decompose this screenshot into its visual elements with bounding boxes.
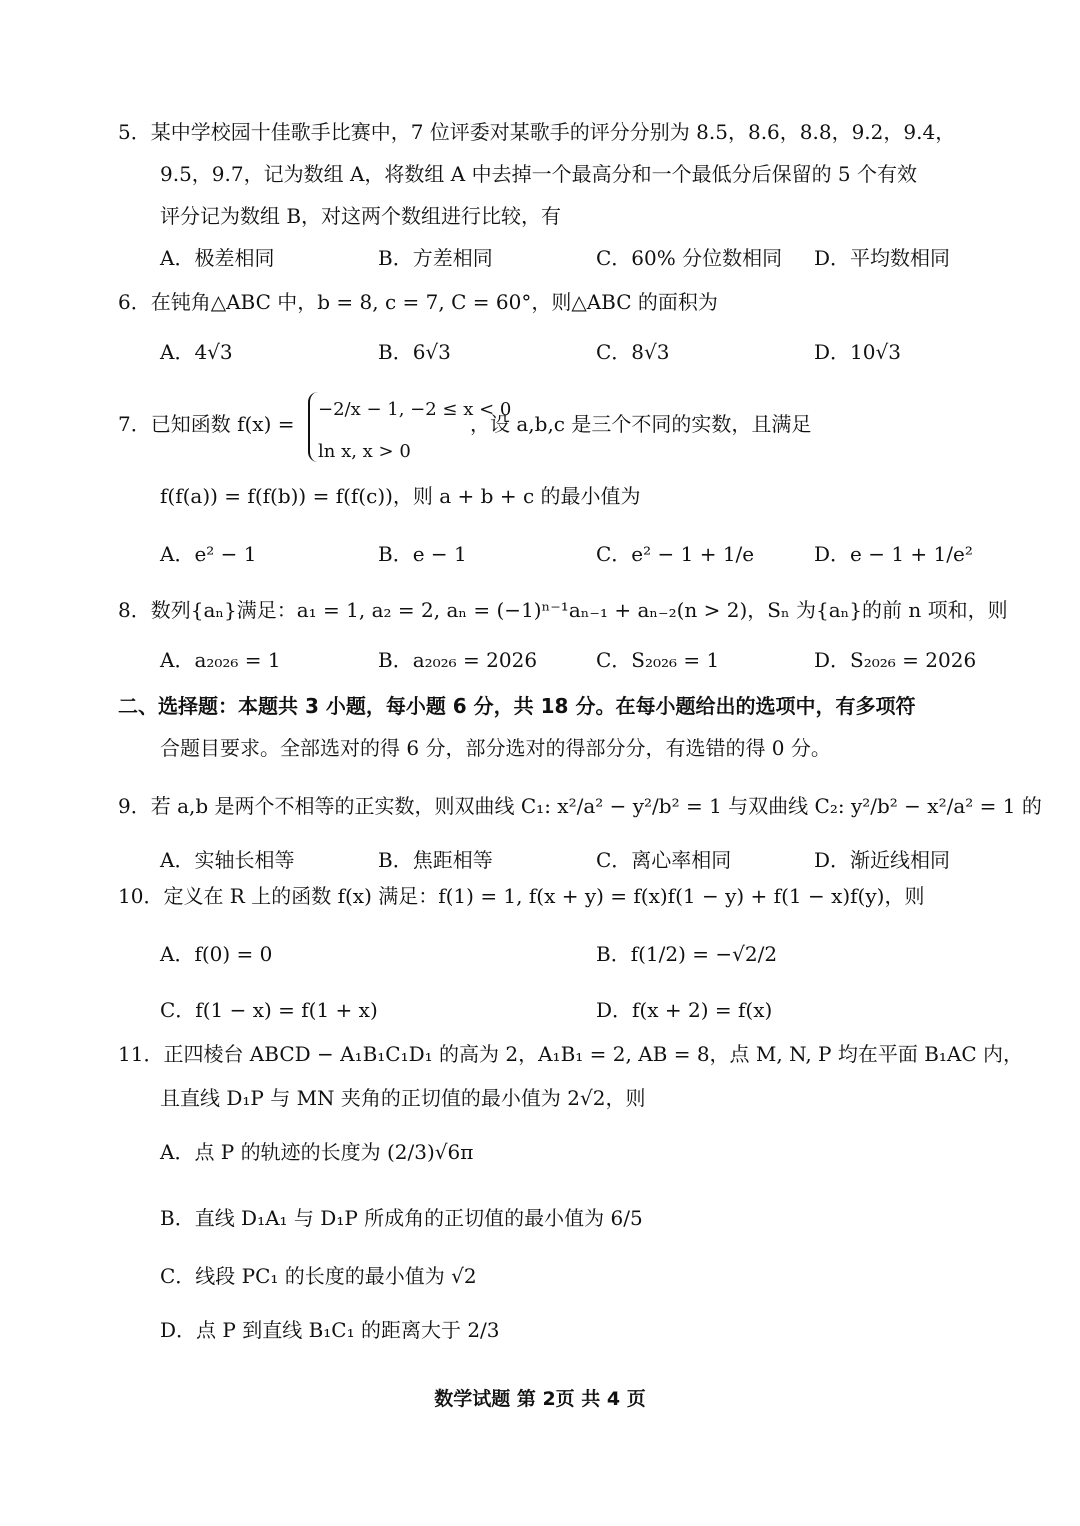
q11-line-1: 11．正四棱台 ABCD − A₁B₁C₁D₁ 的高为 2，A₁B₁ = 2, AB = 8，点 M, N, P 均在平面 B₁AC 内，: [118, 1042, 1024, 1066]
section-2-heading: 二、选择题：本题共 3 小题，每小题 6 分，共 18 分。在每小题给出的选项中，有多项符: [118, 694, 916, 718]
q7-prefix: 7．已知函数 f(x) =: [118, 412, 295, 436]
q6-option-c: C．8√3: [596, 340, 670, 364]
section-2-instructions: 合题目要求。全部选对的得 6 分，部分选对的得部分分，有选错的得 0 分。: [160, 736, 831, 760]
q6-option-b: B．6√3: [378, 340, 451, 364]
q7-case-1: −2/x − 1, −2 ≤ x < 0: [318, 399, 512, 420]
q8-line-1: 8．数列{aₙ}满足：a₁ = 1, a₂ = 2, aₙ = (−1)ⁿ⁻¹aₙ₋₁ + aₙ₋₂(n > 2)，Sₙ 为{aₙ}的前 n 项和，则: [118, 598, 1008, 622]
q6-option-a: A．4√3: [160, 340, 233, 364]
q11-option-d: D．点 P 到直线 B₁C₁ 的距离大于 2/3: [160, 1318, 500, 1342]
q7-option-d: D．e − 1 + 1/e²: [814, 542, 973, 566]
piecewise-brace: [308, 392, 318, 462]
q10-option-a: A．f(0) = 0: [160, 942, 273, 966]
q10-option-b: B．f(1/2) = −√2/2: [596, 942, 778, 966]
q8-option-b: B．a₂₀₂₆ = 2026: [378, 648, 538, 672]
q11-option-c: C．线段 PC₁ 的长度的最小值为 √2: [160, 1264, 477, 1288]
q9-option-d: D．渐近线相同: [814, 848, 951, 872]
q7-line-2: f(f(a)) = f(f(b)) = f(f(c))，则 a + b + c 的最小值为: [160, 484, 641, 508]
q10-line-1: 10．定义在 R 上的函数 f(x) 满足：f(1) = 1, f(x + y) = f(x)f(1 − y) + f(1 − x)f(y)，则: [118, 884, 925, 908]
q6-option-d: D．10√3: [814, 340, 901, 364]
q7-option-c: C．e² − 1 + 1/e: [596, 542, 755, 566]
q8-option-d: D．S₂₀₂₆ = 2026: [814, 648, 977, 672]
q5-line-1: 5．某中学校园十佳歌手比赛中，7 位评委对某歌手的评分分别为 8.5，8.6，8.8，9.2，9.4，: [118, 120, 956, 144]
q8-option-c: C．S₂₀₂₆ = 1: [596, 648, 720, 672]
q5-option-b: B．方差相同: [378, 246, 493, 270]
q5-option-a: A．极差相同: [160, 246, 275, 270]
q7-suffix: ，设 a,b,c 是三个不同的实数，且满足: [470, 412, 812, 436]
q6-line-1: 6．在钝角△ABC 中，b = 8, c = 7, C = 60°，则△ABC 的面积为: [118, 290, 718, 314]
page-footer: 数学试题 第 2页 共 4 页: [434, 1388, 646, 1410]
q9-option-c: C．离心率相同: [596, 848, 732, 872]
q7-option-a: A．e² − 1: [160, 542, 257, 566]
q7-option-b: B．e − 1: [378, 542, 467, 566]
q11-line-2: 且直线 D₁P 与 MN 夹角的正切值的最小值为 2√2，则: [160, 1086, 646, 1110]
q11-option-a: A．点 P 的轨迹的长度为 (2/3)√6π: [160, 1140, 474, 1164]
q5-line-3: 评分记为数组 B，对这两个数组进行比较，有: [160, 204, 562, 228]
q9-option-b: B．焦距相等: [378, 848, 493, 872]
q5-line-2: 9.5，9.7，记为数组 A，将数组 A 中去掉一个最高分和一个最低分后保留的 5 个有效: [160, 162, 918, 186]
q10-option-d: D．f(x + 2) = f(x): [596, 998, 773, 1022]
q9-line-1: 9．若 a,b 是两个不相等的正实数，则双曲线 C₁: x²/a² − y²/b² = 1 与双曲线 C₂: y²/b² − x²/a² = 1 的: [118, 794, 1042, 818]
q8-option-a: A．a₂₀₂₆ = 1: [160, 648, 281, 672]
q5-option-d: D．平均数相同: [814, 246, 951, 270]
q7-case-2: ln x, x > 0: [318, 441, 411, 462]
q9-option-a: A．实轴长相等: [160, 848, 295, 872]
q5-option-c: C．60% 分位数相同: [596, 246, 783, 270]
q11-option-b: B．直线 D₁A₁ 与 D₁P 所成角的正切值的最小值为 6/5: [160, 1206, 643, 1230]
q10-option-c: C．f(1 − x) = f(1 + x): [160, 998, 378, 1022]
